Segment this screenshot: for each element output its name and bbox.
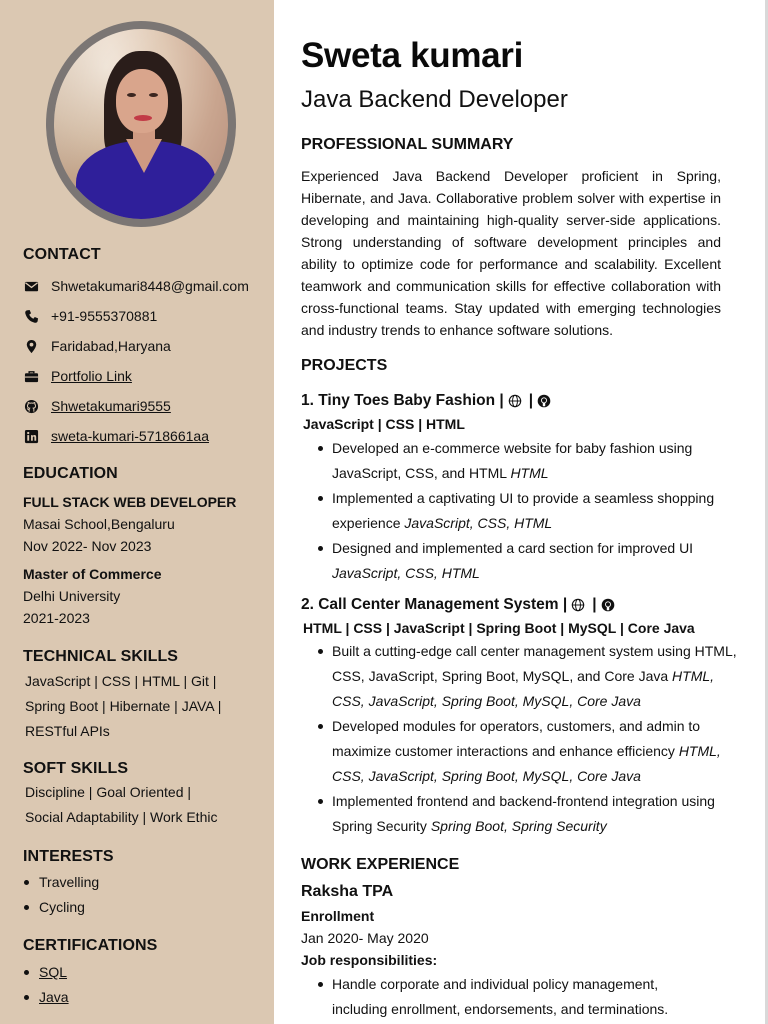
soft-skills-heading: SOFT SKILLS	[23, 760, 129, 777]
summary-text: Experienced Java Backend Developer proficient in Spring, Hibernate, and Java. Collaborative problem solver with expertise in developing and maintaining high-quality server-side applications. Strong understanding of software development principles and ability to optimize code for performance and scalability. Excellent teamwork and communication skills for effective collaboration with cross-functional teams. Stay updated with emerging technologies and industry trends to enhance software solutions.	[301, 168, 721, 338]
location-pin-icon	[23, 338, 39, 354]
certification-link[interactable]: Java	[39, 989, 69, 1005]
education-heading: EDUCATION	[23, 465, 118, 482]
candidate-name: Sweta kumari	[301, 36, 524, 75]
globe-icon[interactable]	[571, 598, 585, 612]
list-item: Built a cutting-edge call center management system using HTML, CSS, JavaScript, Spring Boot, MySQL, and Core Java HTML, CSS, JavaScript, Spring Boot, MySQL, Core Java	[316, 639, 746, 714]
soft-skills-line: Social Adaptability | Work Ethic	[25, 809, 218, 825]
technical-skills-line: JavaScript | CSS | HTML | Git |	[25, 673, 217, 689]
soft-skills-line: Discipline | Goal Oriented |	[25, 784, 192, 800]
project-stack: HTML | CSS | JavaScript | Spring Boot | MySQL | Core Java	[303, 620, 695, 636]
certification-link[interactable]: SQL	[39, 964, 68, 980]
project-bullets	[316, 639, 746, 839]
responsibility-bullets	[316, 972, 716, 1022]
portfolio-link[interactable]: Portfolio Link	[51, 368, 132, 384]
linkedin-icon	[23, 428, 39, 444]
linkedin-link[interactable]: sweta-kumari-5718661aa	[51, 428, 209, 444]
experience-dates: Jan 2020- May 2020	[301, 930, 429, 946]
list-item: Developed modules for operators, customers, and admin to maximize customer interactions and enhance efficiency HTML, CSS, JavaScript, Spring Boot, MySQL, Core Java	[316, 714, 746, 789]
technical-skills-line: Spring Boot | Hibernate | JAVA |	[25, 698, 222, 714]
contact-portfolio[interactable]	[23, 366, 132, 386]
project-bullets	[316, 436, 746, 586]
candidate-role: Java Backend Developer	[301, 86, 568, 113]
project-title	[301, 596, 619, 614]
github-icon[interactable]	[537, 394, 551, 408]
github-icon[interactable]	[601, 598, 615, 612]
company-name: Raksha TPA	[301, 883, 394, 900]
project-name: 1. Tiny Toes Baby Fashion |	[301, 392, 504, 409]
position-title: Enrollment	[301, 908, 375, 924]
briefcase-icon	[23, 368, 39, 384]
github-link[interactable]: Shwetakumari9555	[51, 398, 171, 414]
education-title: FULL STACK WEB DEVELOPER	[23, 494, 237, 510]
interests-heading: INTERESTS	[23, 848, 114, 865]
education-institution: Delhi University	[23, 588, 121, 604]
education-institution: Masai School,Bengaluru	[23, 516, 175, 532]
summary-heading: PROFESSIONAL SUMMARY	[301, 136, 514, 153]
education-title: Master of Commerce	[23, 566, 162, 582]
interest-text: Travelling	[39, 874, 100, 890]
email-text: Shwetakumari8448@gmail.com	[51, 278, 249, 294]
interest-text: Cycling	[39, 899, 85, 915]
contact-heading: CONTACT	[23, 246, 101, 263]
list-item: Handle corporate and individual policy management, including enrollment, endorsements, and terminations.	[316, 972, 716, 1022]
technical-skills-heading: TECHNICAL SKILLS	[23, 648, 179, 665]
list-item: Developed an e-commerce website for baby fashion using JavaScript, CSS, and HTML HTML	[316, 436, 746, 486]
list-item: Designed and implemented a card section for improved UI JavaScript, CSS, HTML	[316, 536, 746, 586]
interest-item	[23, 899, 85, 915]
project-separator: |	[528, 392, 534, 409]
project-separator: |	[592, 596, 597, 613]
avatar	[54, 29, 228, 219]
project-name: 2. Call Center Management System |	[301, 596, 568, 613]
project-stack: JavaScript | CSS | HTML	[303, 416, 465, 432]
contact-github[interactable]	[23, 396, 171, 416]
envelope-icon	[23, 278, 39, 294]
project-title	[301, 392, 555, 410]
certification-item[interactable]	[23, 964, 67, 980]
profile-photo	[46, 21, 236, 227]
education-dates: Nov 2022- Nov 2023	[23, 538, 152, 554]
certification-item[interactable]	[23, 989, 69, 1005]
phone-icon	[23, 308, 39, 324]
list-item: Implemented frontend and backend-frontend integration using Spring Security Spring Boot, Spring Security	[316, 789, 746, 839]
globe-icon[interactable]	[508, 394, 522, 408]
education-dates: 2021-2023	[23, 610, 90, 626]
certifications-heading: CERTIFICATIONS	[23, 937, 158, 954]
github-icon	[23, 398, 39, 414]
interest-item	[23, 874, 99, 890]
sidebar	[0, 0, 274, 1024]
contact-linkedin[interactable]	[23, 426, 209, 446]
experience-heading: WORK EXPERIENCE	[301, 856, 460, 873]
location-text: Faridabad,Haryana	[51, 338, 171, 354]
contact-phone[interactable]	[23, 306, 157, 326]
projects-heading: PROJECTS	[301, 357, 388, 374]
phone-text: +91-9555370881	[51, 308, 158, 324]
responsibilities-label: Job responsibilities:	[301, 952, 438, 968]
contact-email[interactable]	[23, 276, 249, 296]
technical-skills-line: RESTful APIs	[25, 723, 110, 739]
list-item: Implemented a captivating UI to provide a seamless shopping experience JavaScript, CSS, HTML	[316, 486, 746, 536]
contact-location	[23, 336, 171, 356]
